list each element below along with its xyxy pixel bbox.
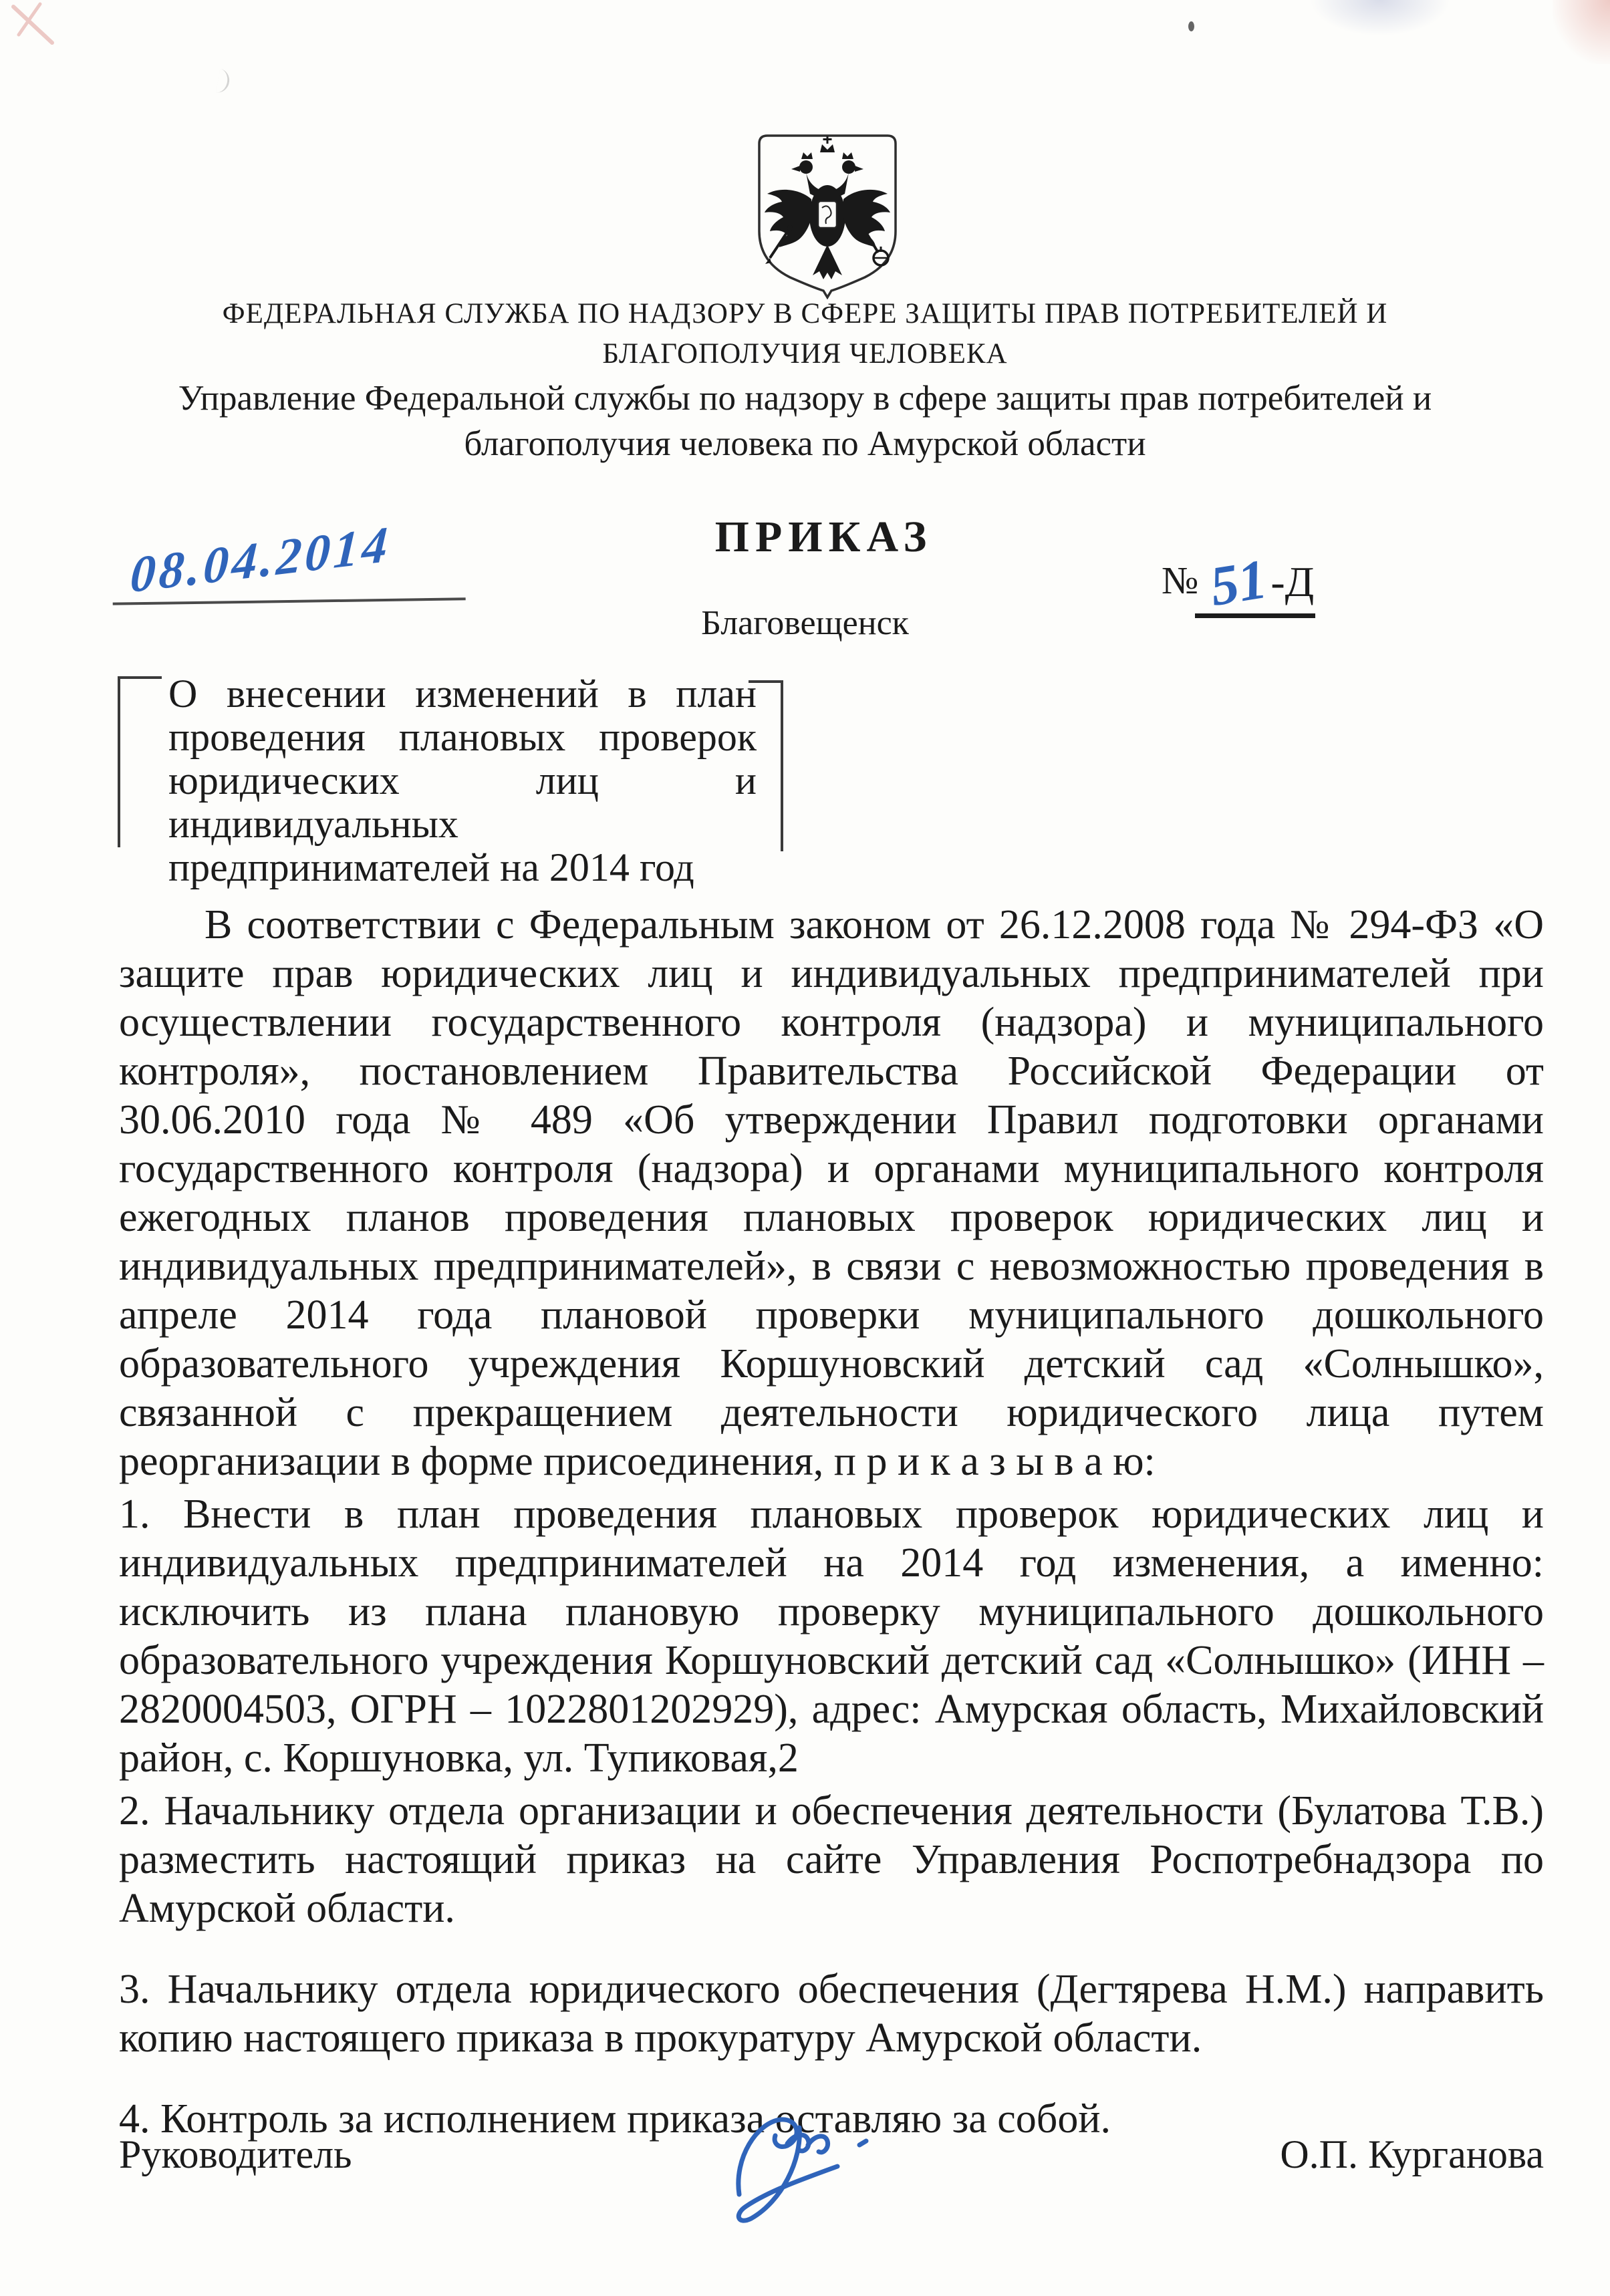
number-suffix: -Д — [1270, 558, 1315, 605]
document-paragraph: 3. Начальнику отдела юридического обеспечения (Дегтярева Н.М.) направить копию настоящего приказа в прокуратуру Амурской области. — [119, 1967, 1544, 2061]
number-sign: № — [1162, 559, 1199, 602]
scan-artifact-speck — [1188, 21, 1194, 31]
handwritten-date: 08.04.2014 — [128, 515, 392, 604]
signer-name: О.П. Курганова — [1280, 2132, 1544, 2176]
handwritten-signature — [687, 2094, 914, 2255]
right-corner-bracket — [749, 680, 783, 851]
org-name-line2: БЛАГОПОЛУЧИЯ ЧЕЛОВЕКА — [602, 338, 1008, 370]
scan-artifact-pen-mark — [216, 69, 231, 94]
document-paragraph: В соответствии с Федеральным законом от 26.12.2008 года № 294-ФЗ «О защите прав юридических лиц и индивидуальных предпринимателей при осуществлении государственного контроля (надзора) и муниципального контроля», постановлением Правительства Российской Федерации от 30.06.2010 года № 489 «Об утверждении Правил подготовки органами государственного контроля (надзора) и органами муниципального контроля ежегодных планов проведения плановых проверок юридических лиц и индивидуальных предпринимателей», в связи с невозможностью проведения в апреле 2014 года плановой проверки муниципального дошкольного образовательного учреждения Коршуновский детский сад «Солнышко», связанной с прекращением деятельности юридического лица путем реорганизации в форме присоединения, п р и к а з ы в а ю: — [119, 902, 1544, 1484]
document-paragraph: 4. Контроль за исполнением приказа оставляю за собой. — [119, 2096, 1111, 2142]
document-body — [119, 901, 1544, 2148]
scan-artifact-mark — [5, 0, 72, 60]
org-name-line1: ФЕДЕРАЛЬНАЯ СЛУЖБА ПО НАДЗОРУ В СФЕРЕ ЗАЩИТЫ ПРАВ ПОТРЕБИТЕЛЕЙ И — [222, 298, 1388, 329]
left-corner-bracket — [118, 676, 162, 847]
city-name: Благовещенск — [701, 604, 909, 642]
document-title: ПРИКАЗ — [714, 513, 933, 561]
scan-artifact-corner — [1553, 0, 1610, 64]
document-paragraph: 1. Внести в план проведения плановых проверок юридических лиц и индивидуальных предпринимателей на 2014 год изменения, а именно: исключить из плана плановую проверку муниципального дошкольного образовательного учреждения Коршуновский детский сад «Солнышко» (ИНН – 2820004503, ОГРН – 1022801202929), адрес: Амурская область, Михайловский район, с. Коршуновка, ул. Тупиковая,2 — [119, 1491, 1544, 1781]
subject-text: О внесении изменений в план проведения плановых проверок юридических лиц и индивидуальных предпринимателей на 2014 год — [168, 672, 757, 889]
document-paragraph: 2. Начальнику отдела организации и обеспечения деятельности (Булатова Т.В.) разместить настоящий приказ на сайте Управления Роспотребнадзора по Амурской области. — [119, 1788, 1544, 1931]
subject-block — [118, 671, 783, 889]
date-field — [112, 515, 465, 605]
department-name-line2: благополучия человека по Амурской области — [464, 424, 1146, 463]
signer-role: Руководитель — [119, 2132, 352, 2176]
russia-coat-of-arms-icon — [747, 131, 908, 299]
handwritten-number: 51 — [1206, 548, 1272, 618]
signature-row — [119, 2117, 1544, 2277]
scan-artifact-smudge — [1310, 0, 1450, 36]
department-name-line1: Управление Федеральной службы по надзору в сфере защиты прав потребителей и — [178, 379, 1432, 418]
